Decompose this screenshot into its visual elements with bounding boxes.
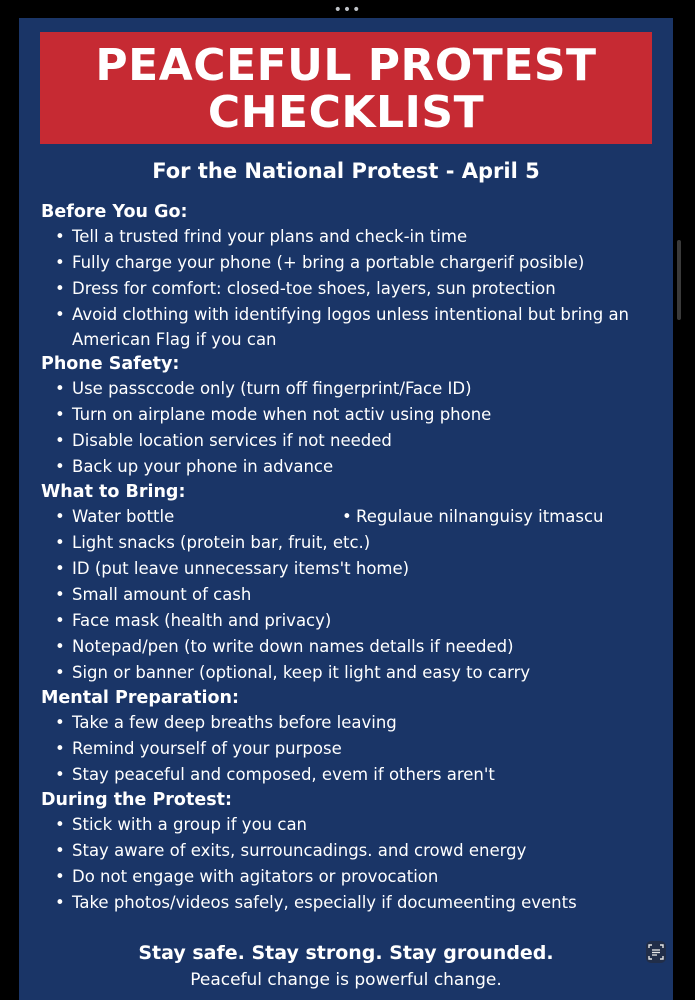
list-item: • Light snacks (protein bar, fruit, etc.) <box>55 530 661 556</box>
footer-tagline: Peaceful change is powerful change. <box>190 970 502 990</box>
list-item: • Stay peaceful and composed, evem if others aren't <box>55 762 661 788</box>
poster-title <box>40 32 652 136</box>
title-banner <box>40 32 652 144</box>
item-list <box>41 224 661 352</box>
list-item: • Back up your phone in advance <box>55 454 661 480</box>
list-item: • Stay aware of exits, surrouncadings. and crowd energy <box>55 838 661 864</box>
list-item: • Avoid clothing with identifying logos unless intentional but bring an American Flag if you can <box>55 302 661 352</box>
list-item: • Remind yourself of your purpose <box>55 736 661 762</box>
list-item: • Take photos/videos safely, especially if documeenting events <box>55 890 661 916</box>
list-item: • Dress for comfort: closed-toe shoes, layers, sun protection <box>55 276 661 302</box>
list-item: • Fully charge your phone (+ bring a portable chargerif posible) <box>55 250 661 276</box>
item-list <box>41 710 661 788</box>
section-title: Before You Go: <box>41 202 188 222</box>
checklist-content <box>41 200 661 916</box>
item-list <box>41 376 661 480</box>
scroll-indicator[interactable] <box>677 240 681 320</box>
list-item: • Take a few deep breaths before leaving <box>55 710 661 736</box>
section-title: Mental Preparation: <box>41 688 239 708</box>
section-mental-preparation <box>41 686 661 788</box>
section-phone-safety <box>41 352 661 480</box>
checklist-poster <box>19 18 673 1000</box>
list-item: • Sign or banner (optional, keep it light and easy to carry <box>55 660 661 686</box>
list-item: • Stick with a group if you can <box>55 812 661 838</box>
section-title: During the Protest: <box>41 790 232 810</box>
list-item: • Do not engage with agitators or provocation <box>55 864 661 890</box>
section-title: What to Bring: <box>41 482 186 502</box>
list-item: • Small amount of cash <box>55 582 661 608</box>
list-item-left: Water bottle <box>72 507 175 526</box>
list-item: • Turn on airplane mode when not activ using phone <box>55 402 661 428</box>
section-before-you-go <box>41 200 661 352</box>
poster-title-line-2: CHECKLIST <box>207 87 485 138</box>
list-item: • Notepad/pen (to write down names detalls if needed) <box>55 634 661 660</box>
item-list <box>41 812 661 916</box>
item-list <box>41 504 661 686</box>
poster-title-line-1: PEACEFUL PROTEST <box>95 40 597 91</box>
list-item-right: • Regulaue nilnanguisy itmascu <box>342 504 604 530</box>
section-title: Phone Safety: <box>41 354 180 374</box>
list-item: • Tell a trusted frind your plans and check-in time <box>55 224 661 250</box>
poster-subtitle: For the National Protest - April 5 <box>152 159 540 183</box>
section-during-the-protest <box>41 788 661 916</box>
list-item: • Disable location services if not needed <box>55 428 661 454</box>
scan-text-icon[interactable] <box>646 941 666 963</box>
list-item: • ID (put leave unnecessary items't home) <box>55 556 661 582</box>
list-item: • Use passccode only (turn off fingerprint/Face ID) <box>55 376 661 402</box>
list-item: • Face mask (health and privacy) <box>55 608 661 634</box>
more-options-icon[interactable]: ••• <box>333 2 362 18</box>
section-what-to-bring <box>41 480 661 686</box>
list-item <box>55 504 661 530</box>
scan-text-icon-graphic <box>646 941 666 963</box>
footer-slogan: Stay safe. Stay strong. Stay grounded. <box>138 942 554 964</box>
